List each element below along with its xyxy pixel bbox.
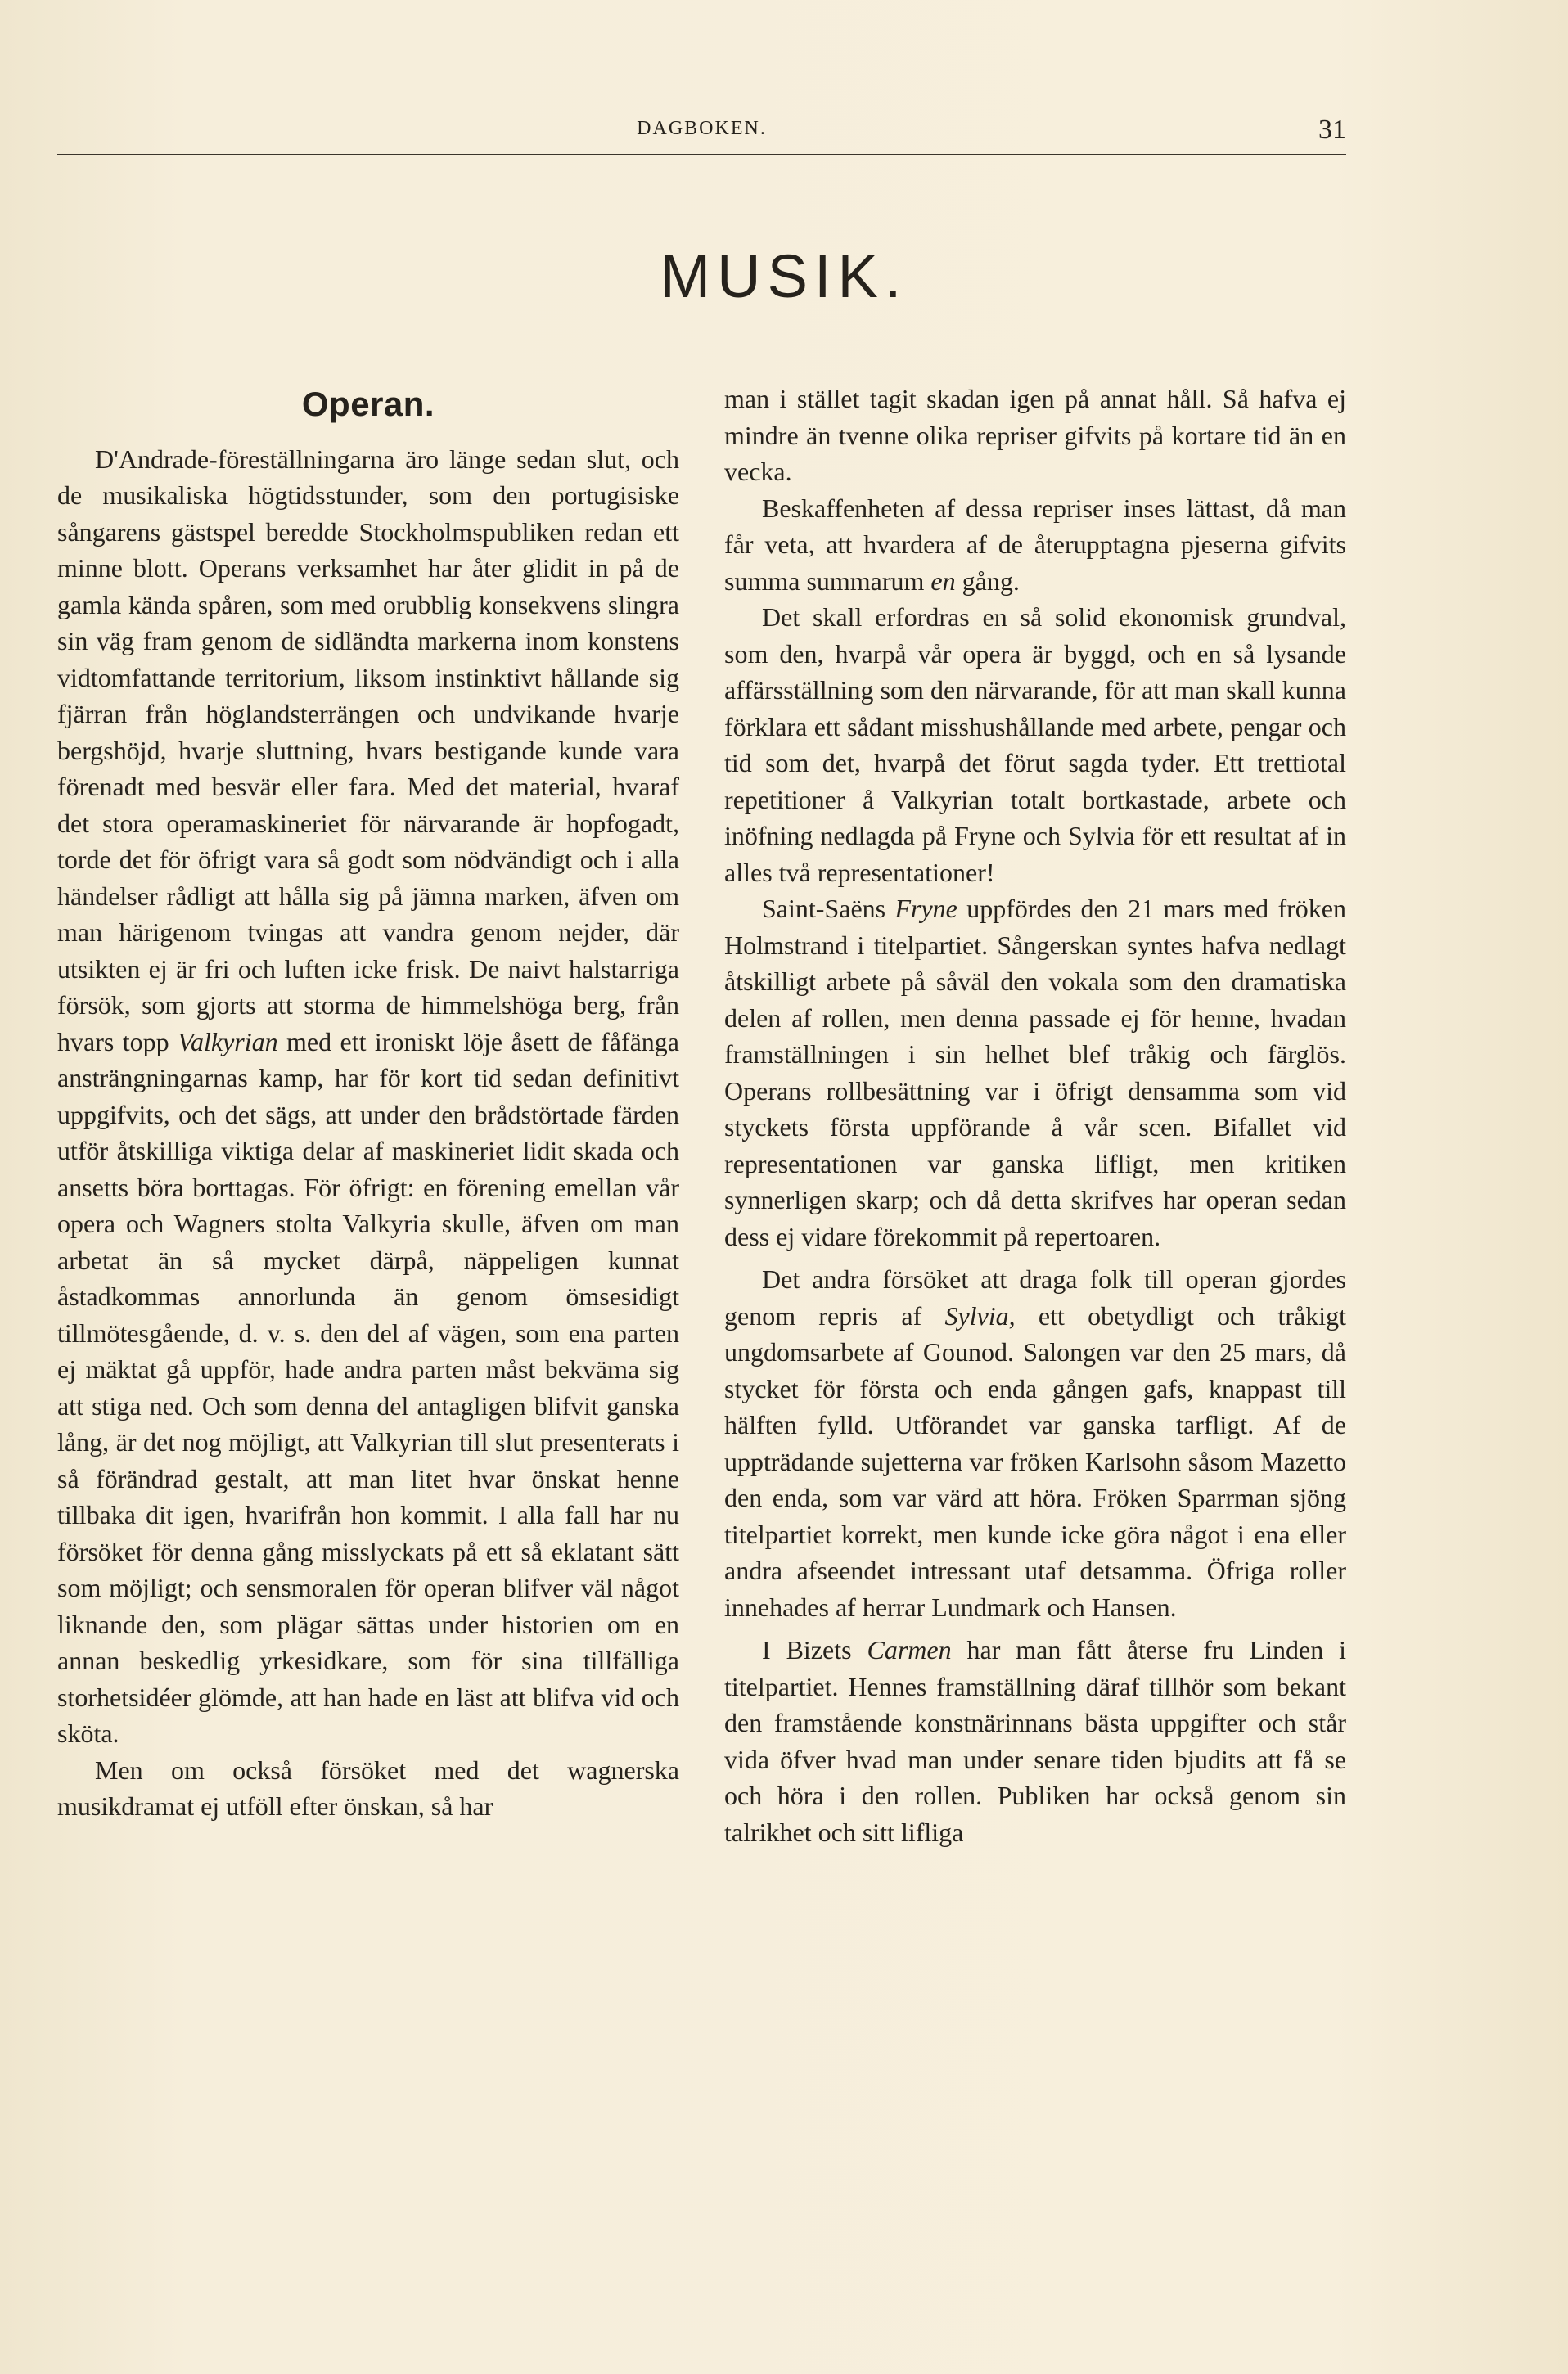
italic-title: Valkyrian [178,1026,278,1056]
text-run: I Bizets [762,1635,867,1665]
paragraph: Det skall erfordras en så solid ekonomisk grundval, som den, hvarpå vår opera är byggd, och en så lysande affärsställning som den närvarande, för att man skall kunna förklara ett sådant misshushållande med arbete, pengar och tid som det, hvarpå det förut sagda tyder. Ett trettiotal repetitioner å Valkyrian totalt bortkastade, arbete och inöfning nedlagda på Fryne och Sylvia för ett resultat af in alles två representationer! [724,602,1346,887]
italic-title: Sylvia, [944,1300,1016,1331]
paragraph [724,1632,1346,1850]
running-title: DAGBOKEN. [637,118,767,139]
paragraph [724,490,1346,600]
right-column [724,381,1346,1850]
text-run: Det andra försöket att draga folk till operan gjordes genom repris af [724,1264,1346,1331]
text-run: D'Andrade-föreställningarna äro länge sedan slut, och de musikaliska högtidsstunder, som den portugisiske sångarens gästspel beredde Stockholmspubliken redan ett minne blott. Operans verksamhet har åter glidit in på de gamla kända spåren, som med orubblig konsekvens slingra sin väg fram genom de sidländta markerna inom konstens vidtomfattande territorium, liksom instinktivt hållande sig fjärran från höglandsterrängen och undvikande hvarje bergshöjd, hvarje sluttning, hvars bestigande kunde vara förenadt med besvär eller fara. Med det material, hvaraf det stora operamaskineriet för närvarande är hopfogadt, torde det för öfrigt vara så godt som nödvändigt och i alla händelser rådligt att hålla sig på jämna marken, äfven om man härigenom tvingas att vandra genom nejder, där utsikten ej är fri och luften icke frisk. De naivt halstarriga försök, som gjorts att storma de himmelshöga berg, från hvars topp [57,444,679,1056]
left-column [57,360,679,1825]
header-rule [57,154,1346,155]
paragraph [57,441,679,1752]
page-number: 31 [1318,115,1346,145]
section-heading: Operan. [301,385,435,423]
paragraph [724,890,1346,1255]
paragraph: Men om också försöket med det wagnerska musikdramat ej utföll efter önskan, så har [57,1755,679,1821]
italic-title: Carmen [867,1635,952,1665]
text-run: har man fått återse fru Linden i titelpartiet. Hennes framställning däraf tillhör som bekant den framstående konstnärinnans bästa uppgifter och står vida öfver hvad man under senare tiden bjudits att få se och höra i den rollen. Publiken har också genom sin talrikhet och sitt lifliga [724,1635,1347,1847]
italic-word: en [930,565,956,596]
text-run: med ett ironiskt löje åsett de fåfänga ansträngningarnas kamp, har för kort tid sedan definitivt uppgifvits, och det sägs, att under den brådstörtade färden utför åtskilliga viktiga delar af maskineriet lidit skada och ansetts böra borttagas. För öfrigt: en förening emellan vår opera och Wagners stolta Valkyria skulle, äfven om man arbetat än så mycket därpå, näppeligen kunnat åstadkommas annorlunda än genom ömsesidigt tillmötesgående, d. v. s. den del af vägen, som ena parten ej mäktat gå uppför, hade andra parten måst bekväma sig att stiga ned. Och som denna del antagligen blifvit ganska lång, är det nog möjligt, att Valkyrian till slut presenterats i så förändrad gestalt, att man litet hvar önskat henne tillbaka dit igen, hvarifrån hon kommit. I alla fall har nu försöket för denna gång misslyckats på ett så eklatant sätt som möjligt; och sensmoralen för operan blifver väl något liknande den, som plägar sättas under historien om en annan beskedlig yrkesidkare, som för sina tillfälliga storhetsidéer glömde, att han hade en läst att blifva vid och sköta. [57,1026,680,1748]
article-title: MUSIK. [660,242,908,310]
text-run: gång. [955,565,1020,596]
paragraph: man i stället tagit skadan igen på annat håll. Så hafva ej mindre än tvenne olika repriser gifvits på kortare tid än en vecka. [724,384,1346,486]
italic-title: Fryne [894,894,957,923]
paragraph [724,1261,1346,1625]
text-run: Saint-Saëns [762,894,895,923]
running-header [57,115,1346,155]
text-run: uppfördes den 21 mars med fröken Holmstrand i titelpartiet. Sångerskan syntes hafva nedlagt åtskilligt arbete på såväl den vokala som den dramatiska delen af rollen, men denna passade ej för henne, hvadan framställningen i sin helhet blef tråkig och färglös. Operans rollbesättning var i öfrigt densamma som vid styckets första uppförande å vår scen. Bifallet vid representationen var ganska lifligt, men kritiken synnerligen skarp; och då detta skrifves har operan sedan dess ej vidare förekommit på repertoaren. [724,894,1346,1251]
text-run: Beskaffenheten af dessa repriser inses lättast, då man får veta, att hvardera af de återupptagna pjeserna gifvits summa summarum [724,493,1346,596]
text-run: ett obetydligt och tråkigt ungdomsarbete af Gounod. Salongen var den 25 mars, då stycket för första och enda gången gafs, knappast till hälften fylld. Utförandet var ganska tarfligt. Af de uppträdande sujetterna var fröken Karlsohn såsom Mazetto den enda, som var värd att höra. Fröken Sparrman sjöng titelpartiet korrekt, men kunde icke göra något i ena eller andra afseendet intressant utaf detsamma. Öfriga roller innehades af herrar Lundmark och Hansen. [724,1300,1347,1622]
